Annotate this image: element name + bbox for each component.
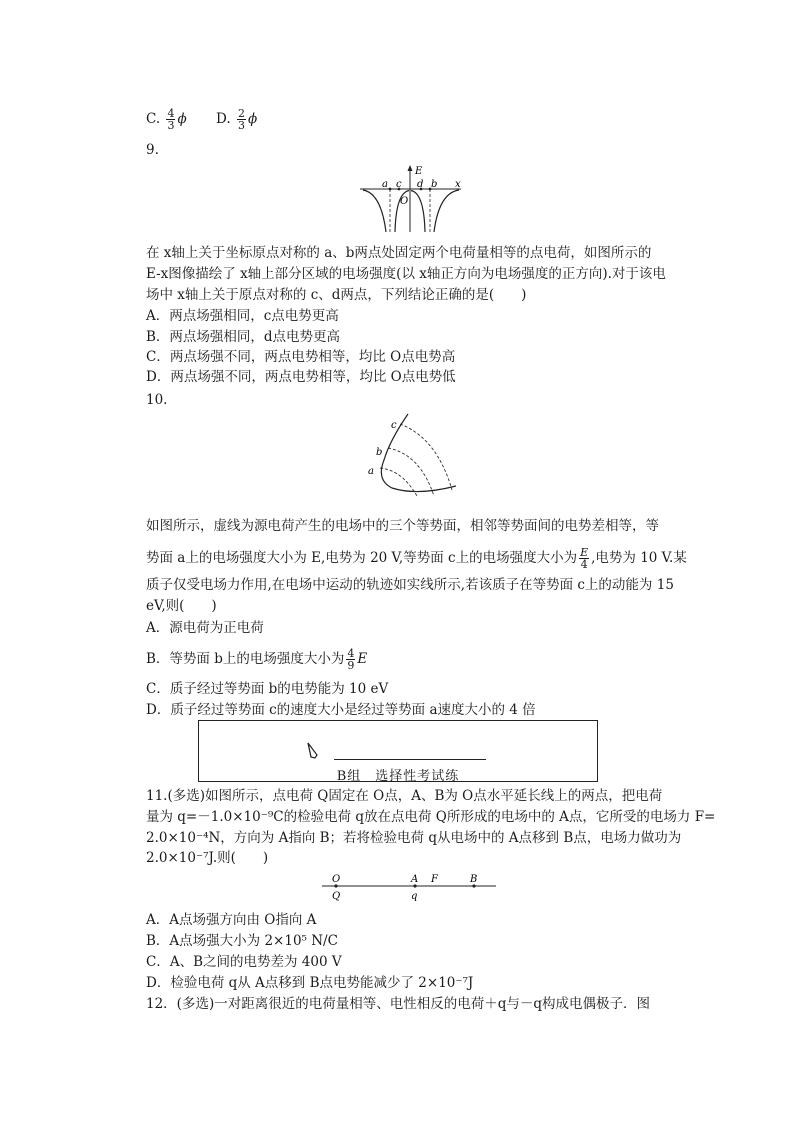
q10-option-c: C．质子经过等势面 b的电势能为 10 eV	[146, 681, 389, 697]
svg-text:F: F	[431, 874, 438, 885]
q9-stem-line-2: E-x图像描绘了 x轴上部分区域的电场强度(以 x轴正方向为电场强度的正方向).对于该电	[146, 266, 666, 282]
q9-stem-line-1: 在 x轴上关于坐标原点对称的 a、b两点处固定两个电荷量相等的点电荷，如图所示的	[146, 245, 652, 261]
q10-stem-line-3: 质子仅受电场力作用,在电场中运动的轨迹如实线所示,若该质子在等势面 c上的动能为 15	[146, 577, 674, 593]
svg-text:d: d	[417, 179, 424, 190]
fraction: $\frac{E}{4}$	[580, 546, 589, 571]
svg-text:A: A	[411, 874, 419, 885]
q11-option-c: C．A、B之间的电势差为 400 V	[146, 954, 342, 970]
svg-text:c: c	[391, 420, 397, 431]
svg-text:E: E	[415, 166, 423, 177]
q10-stem-line-4: eV,则( )	[146, 598, 217, 614]
section-banner	[198, 720, 598, 782]
fraction: $\frac{4}{9}$	[347, 647, 355, 672]
banner-rule	[334, 759, 486, 760]
q10-number: 10.	[146, 392, 168, 408]
q10-equipotential-figure	[362, 410, 462, 505]
q9-stem-line-3: 场中 x轴上关于原点对称的 c、d两点，下列结论正确的是( )	[146, 287, 527, 303]
q8-option-c: C. $\frac{4}{3}$ ϕ	[146, 107, 187, 132]
banner-title: B组 选择性考试练	[336, 769, 460, 784]
q11-stem-line-1: 11.(多选)如图所示，点电荷 Q固定在 O点，A、B为 O点水平延长线上的两点，把电荷	[146, 788, 663, 804]
q9-number: 9.	[146, 142, 159, 158]
q8-option-d: D. $\frac{2}{3}$ ϕ	[216, 107, 258, 132]
q9-option-c: C．两点场强不同，两点电势相等，均比 O点电势高	[146, 349, 456, 365]
q10-option-a: A．源电荷为正电荷	[146, 620, 264, 636]
q9-ex-graph-figure	[355, 162, 465, 234]
q12-stem-line-1: 12．(多选)一对距离很近的电荷量相等、电性相反的电荷＋q与－q构成电偶极子．图	[146, 996, 650, 1012]
svg-text:B: B	[470, 874, 478, 885]
q9-option-d: D．两点场强不同，两点电势相等，均比 O点电势低	[146, 369, 456, 385]
svg-text:a: a	[368, 466, 374, 477]
svg-text:c: c	[396, 179, 402, 190]
q10-option-b: B．等势面 b上的电场强度大小为 $\frac{4}{9}$ E	[146, 647, 368, 672]
svg-text:x: x	[455, 179, 461, 190]
q11-option-b: B．A点场强大小为 2×10⁵ N/C	[146, 933, 338, 949]
fraction: $\frac{2}{3}$	[237, 107, 245, 132]
svg-text:a: a	[382, 179, 388, 190]
svg-text:b: b	[376, 447, 383, 458]
q10-option-d: D．质子经过等势面 c的速度大小是经过等势面 a速度大小的 4 倍	[146, 702, 536, 718]
q11-option-d: D．检验电荷 q从 A点移到 B点电势能减少了 2×10⁻⁷J	[146, 975, 474, 991]
svg-text:O: O	[332, 874, 341, 885]
pencil-icon	[305, 741, 321, 759]
svg-text:Q: Q	[332, 891, 341, 902]
q9-option-a: A．两点场强相同，c点电势更高	[146, 308, 339, 324]
q11-option-a: A．A点场强方向由 O指向 A	[146, 912, 317, 928]
q9-option-b: B．两点场强相同，d点电势更高	[146, 329, 341, 345]
q10-stem-line-1: 如图所示，虚线为源电荷产生的电场中的三个等势面，相邻等势面间的电势差相等，等	[146, 518, 659, 534]
q11-stem-line-4: 2.0×10⁻⁷J.则( )	[146, 850, 269, 866]
q11-line-figure	[320, 870, 500, 904]
fraction: $\frac{4}{3}$	[167, 107, 175, 132]
q11-stem-line-3: 2.0×10⁻⁴N，方向为 A指向 B；若将检验电荷 q从电场中的 A点移到 B点，电场力做功为	[146, 830, 682, 846]
svg-text:O: O	[400, 196, 409, 207]
q10-stem-line-2: 势面 a上的电场强度大小为 E,电势为 20 V,等势面 c上的电场强度大小为 $\frac{E}{4}$ ,电势为 10 V.某	[146, 546, 687, 571]
svg-text:b: b	[431, 179, 438, 190]
q11-stem-line-2: 量为 q=－1.0×10⁻⁹C的检验电荷 q放在点电荷 Q所形成的电场中的 A点，它所受的电场力 F=	[146, 809, 716, 825]
svg-text:q: q	[411, 891, 418, 902]
